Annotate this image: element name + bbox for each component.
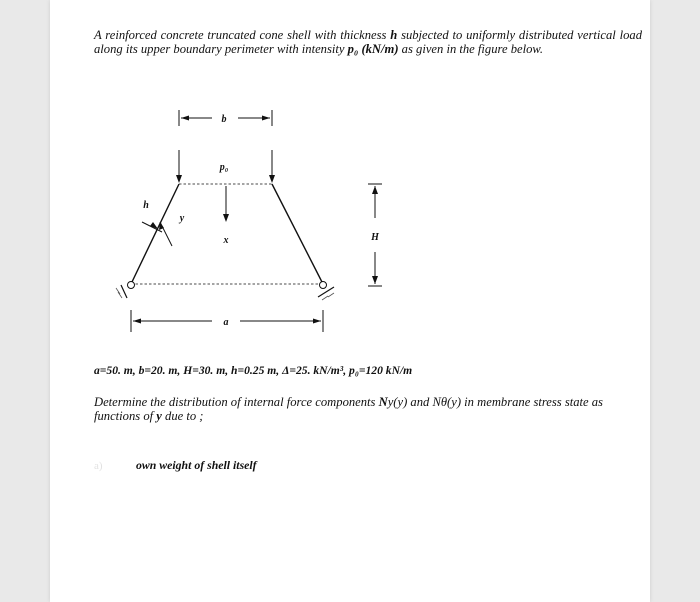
cone-left-side (131, 184, 179, 284)
label-H: H (371, 232, 379, 243)
left-support-hatch-2 (118, 292, 122, 298)
task-text-2: y(y) and N (387, 395, 441, 409)
left-support-base (121, 285, 127, 298)
label-p0: p₀ (219, 162, 229, 173)
left-support-hatch-1 (116, 288, 120, 294)
label-y: y (179, 213, 185, 224)
option-own-weight: own weight of shell itself (136, 458, 257, 472)
cone-right-side (272, 184, 323, 284)
option-marker: a) (94, 460, 103, 472)
a-dim-right-arrow (313, 319, 321, 324)
x-axis-arrow (223, 214, 229, 222)
right-support-hinge (320, 282, 327, 289)
right-support-hatch-2 (328, 293, 334, 297)
force-symbol-y: N (378, 395, 388, 409)
cone-shell-figure (50, 0, 650, 360)
load-arrowhead-right (269, 175, 275, 183)
intro-text-1: A reinforced concrete truncated cone shell with thickness (94, 28, 391, 42)
task-text-3: θ(y) in membrane stress state as functions of (94, 395, 603, 424)
H-dim-top-arrow (372, 186, 378, 194)
task-text-1: Determine the distribution of internal force components (94, 395, 379, 409)
intro-text-3: as given in the figure below. (398, 42, 543, 57)
b-dim-right-arrow (262, 116, 270, 121)
label-b: b (221, 114, 227, 125)
load-symbol: p₀ (kN/m) (347, 42, 399, 57)
label-a: a (223, 317, 229, 328)
task-statement (94, 395, 642, 424)
right-support-base (318, 287, 334, 297)
load-arrowhead-left (176, 175, 182, 183)
H-dim-bottom-arrow (372, 276, 378, 284)
document-page (50, 0, 650, 602)
parameter-values: a=50. m, b=20. m, H=30. m, h=0.25 m, Δ=25. kN/m³, p₀=120 kN/m (94, 364, 413, 377)
y-variable-symbol: y (156, 409, 162, 424)
label-h: h (143, 200, 149, 211)
task-text-4: due to ; (161, 409, 204, 424)
b-dim-left-arrow (181, 116, 189, 121)
right-support-hatch-1 (322, 296, 328, 300)
intro-text-2: subjected to uniformly distributed vertical load along its upper boundary perimeter with intensity (94, 28, 642, 57)
left-support-hinge (128, 282, 135, 289)
a-dim-left-arrow (133, 319, 141, 324)
label-x: x (223, 235, 229, 246)
thickness-symbol: h (390, 28, 398, 42)
